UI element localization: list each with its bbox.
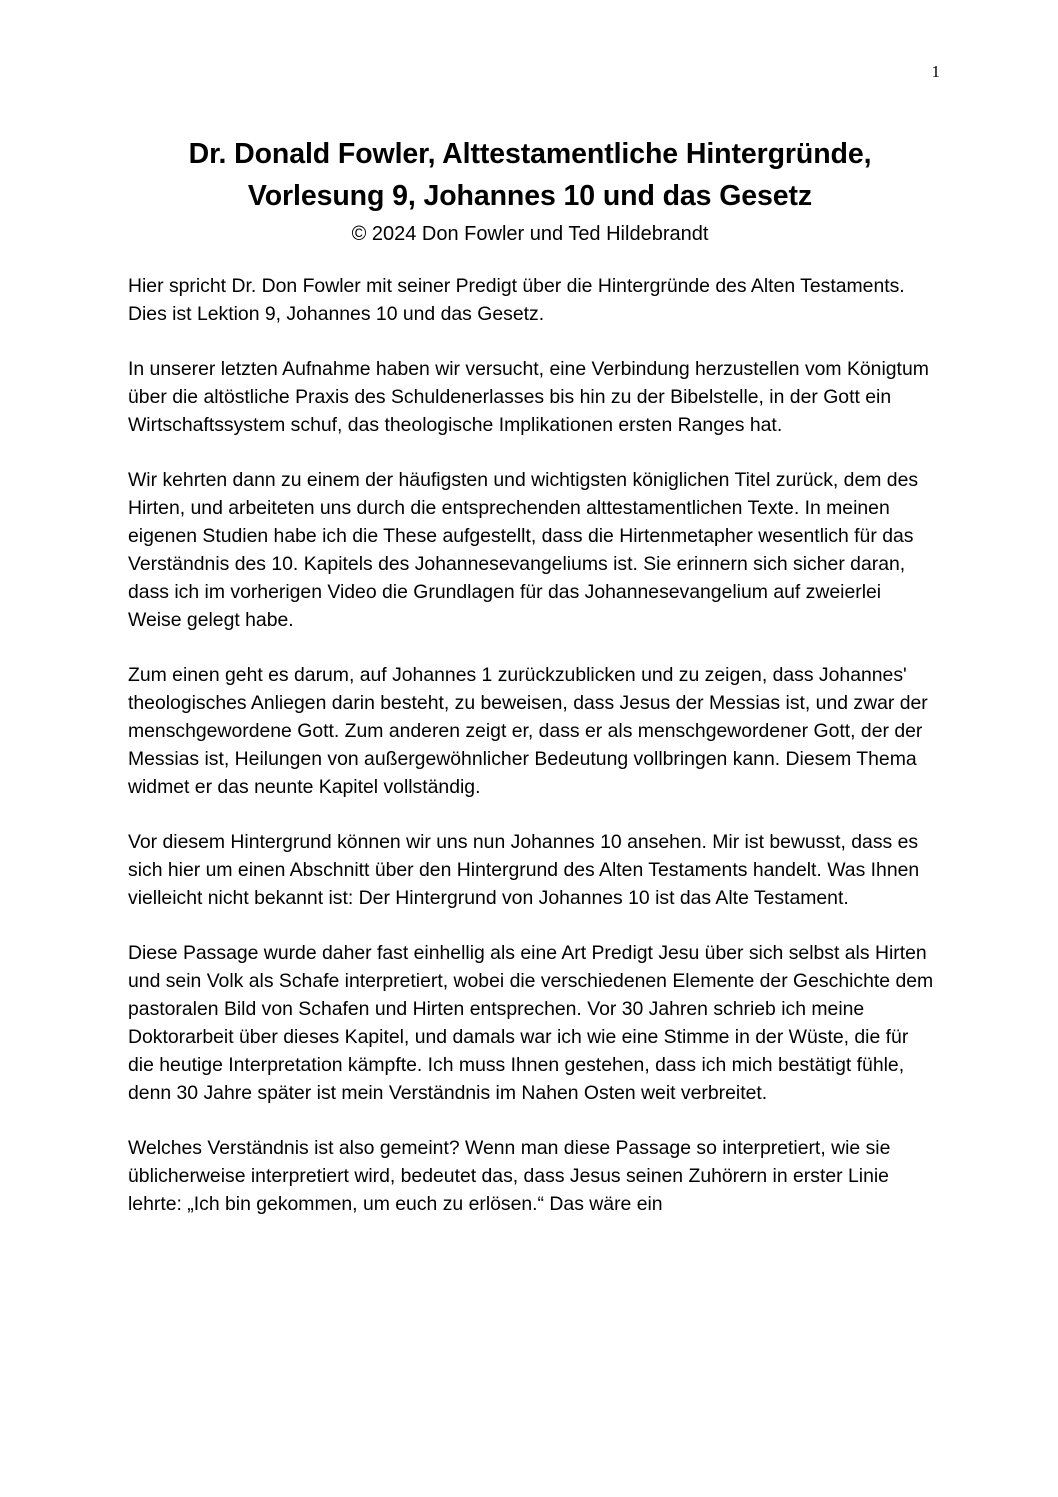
paragraph-5: Vor diesem Hintergrund können wir uns nun Johannes 10 ansehen. Mir ist bewusst, dass es sich hier um einen Abschnitt über den Hintergrund des Alten Testaments handelt. Was Ihnen vielleicht nicht bekannt ist: Der Hintergrund von Johannes 10 ist das Alte Testament.	[128, 831, 920, 909]
paragraph-1: Hier spricht Dr. Don Fowler mit seiner Predigt über die Hintergründe des Alten Testaments. Dies ist Lektion 9, Johannes 10 und das Gesetz.	[128, 275, 905, 325]
paragraph-3: Wir kehrten dann zu einem der häufigsten und wichtigsten königlichen Titel zurück, dem des Hirten, und arbeiteten uns durch die entsprechenden alttestamentlichen Texte. In meinen eigenen Studien habe ich die These aufgestellt, dass die Hirtenmetapher wesentlich für das Verständnis des 10. Kapitels des Johannesevangeliums ist. Sie erinnern sich sicher daran, dass ich im vorherigen Video die Grundlagen für das Johannesevangelium auf zweierlei Weise gelegt habe.	[128, 469, 919, 631]
document-body	[128, 272, 934, 1245]
paragraph-7: Welches Verständnis ist also gemeint? Wenn man diese Passage so interpretiert, wie sie üblicherweise interpretiert wird, bedeutet das, dass Jesus seinen Zuhörern in erster Linie lehrte: „Ich bin gekommen, um euch zu erlösen.“ Das wäre ein	[128, 1137, 891, 1215]
document-title	[60, 133, 1000, 217]
page-number: 1	[931, 62, 940, 81]
title-line-1: Dr. Donald Fowler, Alttestamentliche Hintergründe,	[188, 138, 872, 170]
title-line-2: Vorlesung 9, Johannes 10 und das Gesetz	[247, 180, 813, 212]
copyright-notice: © 2024 Don Fowler und Ted Hildebrandt	[351, 223, 709, 245]
paragraph-2: In unserer letzten Aufnahme haben wir versucht, eine Verbindung herzustellen vom Königtum über die altöstliche Praxis des Schuldenerlasses bis hin zu der Bibelstelle, in der Gott ein Wirtschaftssystem schuf, das theologische Implikationen ersten Ranges hat.	[128, 358, 929, 436]
paragraph-6: Diese Passage wurde daher fast einhellig als eine Art Predigt Jesu über sich selbst als Hirten und sein Volk als Schafe interpretiert, wobei die verschiedenen Elemente der Geschichte dem pastoralen Bild von Schafen und Hirten entsprechen. Vor 30 Jahren schrieb ich meine Doktorarbeit über dieses Kapitel, und damals war ich wie eine Stimme in der Wüste, die für die heutige Interpretation kämpfte. Ich muss Ihnen gestehen, dass ich mich bestätigt fühle, denn 30 Jahre später ist mein Verständnis im Nahen Osten weit verbreitet.	[128, 942, 934, 1104]
paragraph-4: Zum einen geht es darum, auf Johannes 1 zurückzublicken und zu zeigen, dass Johannes' theologisches Anliegen darin besteht, zu beweisen, dass Jesus der Messias ist, und zwar der menschgewordene Gott. Zum anderen zeigt er, dass er als menschgewordener Gott, der der Messias ist, Heilungen von außergewöhnlicher Bedeutung vollbringen kann. Diesem Thema widmet er das neunte Kapitel vollständig.	[128, 664, 928, 798]
